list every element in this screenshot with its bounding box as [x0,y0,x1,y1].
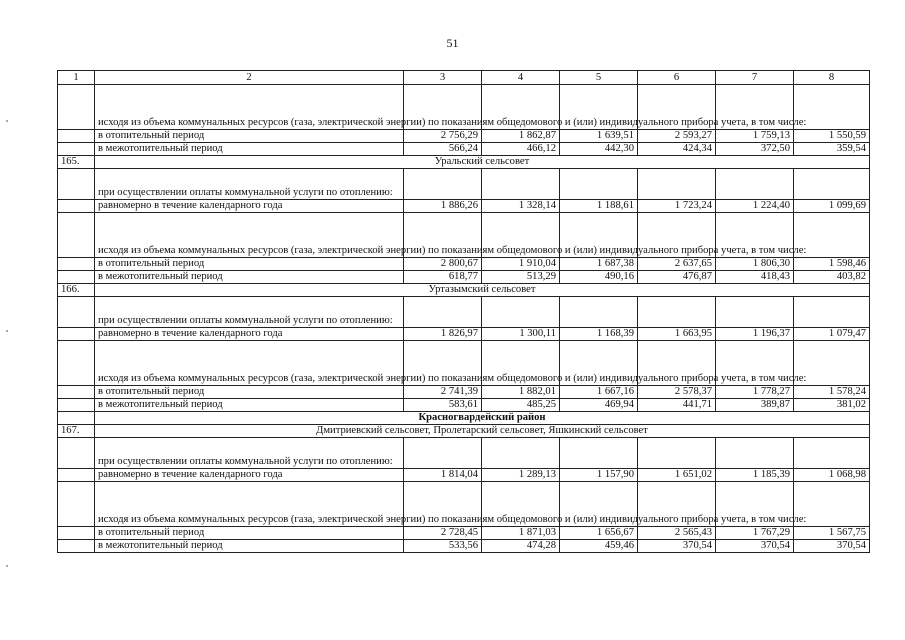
value-cell: 1 598,46 [794,258,870,271]
value-cell: 359,54 [794,143,870,156]
row-description: в межотопительный период [95,143,404,156]
value-cell: 1 651,02 [638,469,716,482]
value-cell [716,297,794,328]
value-cell: 1 826,97 [404,328,482,341]
value-cell: 2 741,39 [404,386,482,399]
row-number [58,399,95,412]
value-cell: 1 578,24 [794,386,870,399]
value-cell: 1 639,51 [560,130,638,143]
row-description: равномерно в течение календарного года [95,328,404,341]
table-row [58,469,870,482]
value-cell: 513,29 [482,271,560,284]
value-cell: 418,43 [716,271,794,284]
value-cell: 1 862,87 [482,130,560,143]
value-cell [404,297,482,328]
section-row [58,425,870,438]
value-cell: 1 871,03 [482,527,560,540]
district-row [58,412,870,425]
value-cell: 1 328,14 [482,200,560,213]
value-cell [560,169,638,200]
value-cell: 583,61 [404,399,482,412]
value-cell: 474,28 [482,540,560,553]
value-cell: 2 593,27 [638,130,716,143]
value-cell: 372,50 [716,143,794,156]
table-row [58,527,870,540]
tariff-table [57,70,870,553]
table-row [58,258,870,271]
table-row [58,143,870,156]
value-cell: 1 567,75 [794,527,870,540]
row-description: при осуществлении оплаты коммунальной услуги по отоплению: [95,297,404,328]
table-row [58,328,870,341]
row-number [58,527,95,540]
table-row [58,271,870,284]
text-row [58,482,870,527]
value-cell: 2 800,67 [404,258,482,271]
value-cell: 466,12 [482,143,560,156]
value-cell [716,438,794,469]
row-number [58,482,95,527]
value-cell: 1 687,38 [560,258,638,271]
table-row [58,200,870,213]
text-row [58,438,870,469]
row-number [58,143,95,156]
row-number [58,412,95,425]
row-number [58,258,95,271]
column-header-7: 7 [716,71,794,85]
value-cell [638,438,716,469]
row-description: при осуществлении оплаты коммунальной услуги по отоплению: [95,438,404,469]
value-cell: 1 886,26 [404,200,482,213]
row-number [58,85,95,130]
row-number: 166. [58,284,95,297]
header-row [58,71,870,85]
section-title: Дмитриевский сельсовет, Пролетарский сельсовет, Яшкинский сельсовет [95,425,870,438]
value-cell: 1 068,98 [794,469,870,482]
value-cell [638,169,716,200]
row-number [58,213,95,258]
row-description: исходя из объема коммунальных ресурсов (газа, электрической энергии) по показаниям общедомового и (или) индивидуального прибора учета, в том числе: [95,482,404,527]
row-description: исходя из объема коммунальных ресурсов (газа, электрической энергии) по показаниям общедомового и (или) индивидуального прибора учета, в том числе: [95,213,404,258]
text-row [58,213,870,258]
row-number [58,169,95,200]
value-cell [794,169,870,200]
row-number [58,328,95,341]
column-header-8: 8 [794,71,870,85]
value-cell: 1 550,59 [794,130,870,143]
row-number [58,297,95,328]
value-cell: 485,25 [482,399,560,412]
value-cell: 1 882,01 [482,386,560,399]
value-cell: 1 168,39 [560,328,638,341]
value-cell [482,438,560,469]
row-description: в отопительный период [95,130,404,143]
value-cell: 2 756,29 [404,130,482,143]
text-row [58,341,870,386]
row-number [58,438,95,469]
value-cell: 370,54 [638,540,716,553]
margin-mark [6,565,8,567]
value-cell: 2 728,45 [404,527,482,540]
table-row [58,399,870,412]
value-cell: 1 289,13 [482,469,560,482]
column-header-5: 5 [560,71,638,85]
value-cell: 1 814,04 [404,469,482,482]
column-header-1: 1 [58,71,95,85]
row-description: в межотопительный период [95,399,404,412]
row-description: в отопительный период [95,527,404,540]
value-cell: 1 667,16 [560,386,638,399]
value-cell: 1 663,95 [638,328,716,341]
value-cell: 469,94 [560,399,638,412]
value-cell [716,169,794,200]
value-cell [560,297,638,328]
value-cell: 403,82 [794,271,870,284]
column-header-4: 4 [482,71,560,85]
row-number: 165. [58,156,95,169]
value-cell: 533,56 [404,540,482,553]
value-cell: 2 578,37 [638,386,716,399]
row-number [58,200,95,213]
row-description: исходя из объема коммунальных ресурсов (газа, электрической энергии) по показаниям общедомового и (или) индивидуального прибора учета, в том числе: [95,85,404,130]
value-cell [404,438,482,469]
value-cell: 1 656,67 [560,527,638,540]
value-cell: 476,87 [638,271,716,284]
value-cell: 1 759,13 [716,130,794,143]
row-number [58,271,95,284]
value-cell: 2 637,65 [638,258,716,271]
table-row [58,386,870,399]
value-cell: 1 806,30 [716,258,794,271]
row-number [58,540,95,553]
value-cell: 2 565,43 [638,527,716,540]
page-number: 51 [446,36,459,50]
value-cell: 618,77 [404,271,482,284]
row-number [58,469,95,482]
value-cell [638,297,716,328]
value-cell: 441,71 [638,399,716,412]
row-description: при осуществлении оплаты коммунальной услуги по отоплению: [95,169,404,200]
row-description: равномерно в течение календарного года [95,200,404,213]
row-number [58,386,95,399]
value-cell: 490,16 [560,271,638,284]
row-description: в отопительный период [95,258,404,271]
value-cell: 370,54 [716,540,794,553]
value-cell: 370,54 [794,540,870,553]
column-header-2: 2 [95,71,404,85]
row-description: в межотопительный период [95,540,404,553]
value-cell: 1 185,39 [716,469,794,482]
row-number: 167. [58,425,95,438]
value-cell [404,169,482,200]
value-cell: 1 079,47 [794,328,870,341]
value-cell: 1 778,27 [716,386,794,399]
value-cell [482,297,560,328]
value-cell: 442,30 [560,143,638,156]
row-description: в отопительный период [95,386,404,399]
value-cell: 1 099,69 [794,200,870,213]
value-cell: 424,34 [638,143,716,156]
row-description: исходя из объема коммунальных ресурсов (газа, электрической энергии) по показаниям общедомового и (или) индивидуального прибора учета, в том числе: [95,341,404,386]
value-cell: 381,02 [794,399,870,412]
value-cell: 1 723,24 [638,200,716,213]
column-header-6: 6 [638,71,716,85]
value-cell [482,169,560,200]
value-cell: 1 224,40 [716,200,794,213]
value-cell [794,438,870,469]
column-header-3: 3 [404,71,482,85]
value-cell [560,438,638,469]
section-row [58,156,870,169]
margin-mark [6,330,8,332]
value-cell [794,297,870,328]
value-cell: 1 188,61 [560,200,638,213]
value-cell: 1 910,04 [482,258,560,271]
district-title: Красногвардейский район [95,412,870,425]
value-cell: 459,46 [560,540,638,553]
margin-mark [6,120,8,122]
value-cell: 389,87 [716,399,794,412]
value-cell: 1 196,37 [716,328,794,341]
row-number [58,341,95,386]
section-title: Уральский сельсовет [95,156,870,169]
value-cell: 1 300,11 [482,328,560,341]
text-row [58,297,870,328]
row-description: в межотопительный период [95,271,404,284]
table-row [58,540,870,553]
value-cell: 1 157,90 [560,469,638,482]
row-description: равномерно в течение календарного года [95,469,404,482]
text-row [58,169,870,200]
table-row [58,130,870,143]
section-row [58,284,870,297]
value-cell: 1 767,29 [716,527,794,540]
row-number [58,130,95,143]
value-cell: 566,24 [404,143,482,156]
section-title: Уртазымский сельсовет [95,284,870,297]
text-row [58,85,870,130]
